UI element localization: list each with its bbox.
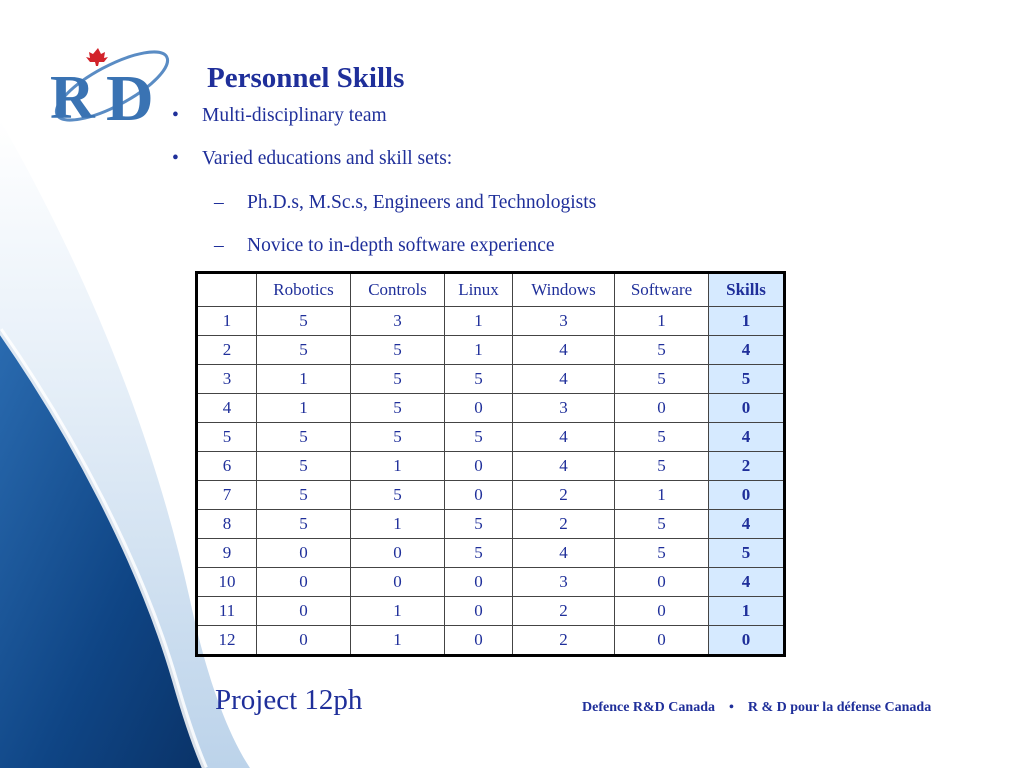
org-french: R & D pour la défense Canada bbox=[747, 700, 932, 715]
bullet-text: Varied educations and skill sets: bbox=[202, 148, 453, 169]
table-header-cell: Windows bbox=[513, 273, 615, 307]
table-header-cell: Controls bbox=[351, 273, 445, 307]
table-cell: 5 bbox=[615, 336, 709, 365]
table-cell: 5 bbox=[445, 510, 513, 539]
table-cell: 10 bbox=[197, 568, 257, 597]
bullet-marker: – bbox=[214, 235, 224, 256]
table-header-cell: Linux bbox=[445, 273, 513, 307]
table-cell: 5 bbox=[709, 365, 785, 394]
table-cell: 5 bbox=[257, 510, 351, 539]
footer-separator: • bbox=[728, 700, 734, 715]
table-cell: 2 bbox=[513, 626, 615, 656]
table-cell: 11 bbox=[197, 597, 257, 626]
table-cell: 1 bbox=[351, 452, 445, 481]
table-cell: 0 bbox=[445, 568, 513, 597]
table-cell: 4 bbox=[709, 568, 785, 597]
table-cell: 1 bbox=[615, 481, 709, 510]
table-cell: 8 bbox=[197, 510, 257, 539]
table-cell: 5 bbox=[257, 307, 351, 336]
table-cell: 3 bbox=[197, 365, 257, 394]
bullet-marker: • bbox=[172, 148, 179, 169]
table-cell: 0 bbox=[257, 597, 351, 626]
table-cell: 4 bbox=[513, 539, 615, 568]
table-cell: 3 bbox=[513, 394, 615, 423]
bullet-text: Ph.D.s, M.Sc.s, Engineers and Technologists bbox=[247, 192, 597, 213]
table-cell: 1 bbox=[709, 307, 785, 336]
table-cell: 3 bbox=[513, 568, 615, 597]
org-english: Defence R&D Canada bbox=[582, 700, 715, 715]
table-cell: 5 bbox=[257, 481, 351, 510]
table-cell: 4 bbox=[513, 365, 615, 394]
table-cell: 2 bbox=[197, 336, 257, 365]
table-cell: 0 bbox=[615, 597, 709, 626]
bullet-marker: • bbox=[172, 105, 179, 126]
table-cell: 5 bbox=[445, 365, 513, 394]
table-cell: 5 bbox=[351, 365, 445, 394]
table-cell: 0 bbox=[445, 626, 513, 656]
logo-letter-r: R bbox=[50, 64, 95, 132]
table-cell: 2 bbox=[709, 452, 785, 481]
table-cell: 5 bbox=[351, 423, 445, 452]
table-cell: 1 bbox=[351, 510, 445, 539]
slide-title: Personnel Skills bbox=[207, 62, 405, 94]
table-cell: 0 bbox=[615, 394, 709, 423]
table-cell: 1 bbox=[445, 336, 513, 365]
table-body bbox=[197, 307, 785, 656]
table-header-cell: Robotics bbox=[257, 273, 351, 307]
project-name: Project 12ph bbox=[215, 684, 363, 716]
table-row bbox=[197, 307, 785, 336]
table-cell: 0 bbox=[257, 568, 351, 597]
table-cell: 5 bbox=[351, 394, 445, 423]
table-cell: 5 bbox=[257, 336, 351, 365]
table-cell: 4 bbox=[513, 452, 615, 481]
logo-letter-d: D bbox=[106, 62, 154, 132]
table-cell: 1 bbox=[445, 307, 513, 336]
table-header-cell: Software bbox=[615, 273, 709, 307]
table-cell: 5 bbox=[709, 539, 785, 568]
table-cell: 9 bbox=[197, 539, 257, 568]
table-cell: 5 bbox=[351, 481, 445, 510]
table-cell: 5 bbox=[445, 423, 513, 452]
skills-table bbox=[195, 271, 786, 657]
table-row bbox=[197, 423, 785, 452]
bullet-text: Novice to in-depth software experience bbox=[247, 235, 555, 256]
table-cell: 1 bbox=[709, 597, 785, 626]
table-cell: 3 bbox=[351, 307, 445, 336]
table-row bbox=[197, 597, 785, 626]
table-row bbox=[197, 452, 785, 481]
table-cell: 0 bbox=[709, 481, 785, 510]
table-cell: 6 bbox=[197, 452, 257, 481]
table-cell: 0 bbox=[445, 452, 513, 481]
bullet-text: Multi-disciplinary team bbox=[202, 105, 387, 126]
rd-logo bbox=[40, 38, 172, 132]
table-row bbox=[197, 626, 785, 656]
table-cell: 1 bbox=[615, 307, 709, 336]
table-row bbox=[197, 481, 785, 510]
table-cell: 5 bbox=[615, 539, 709, 568]
table-cell: 2 bbox=[513, 481, 615, 510]
table-cell: 0 bbox=[257, 539, 351, 568]
table-header-cell: Skills bbox=[709, 273, 785, 307]
table-header-row bbox=[197, 273, 785, 307]
table-header-cell bbox=[197, 273, 257, 307]
table-cell: 0 bbox=[445, 597, 513, 626]
table-cell: 0 bbox=[709, 394, 785, 423]
table-cell: 5 bbox=[351, 336, 445, 365]
table-cell: 5 bbox=[615, 452, 709, 481]
table-cell: 7 bbox=[197, 481, 257, 510]
table-cell: 5 bbox=[615, 423, 709, 452]
table-cell: 1 bbox=[257, 394, 351, 423]
table-cell: 5 bbox=[257, 423, 351, 452]
table-cell: 0 bbox=[257, 626, 351, 656]
table-cell: 4 bbox=[513, 423, 615, 452]
table-cell: 0 bbox=[615, 568, 709, 597]
table-cell: 12 bbox=[197, 626, 257, 656]
table-row bbox=[197, 539, 785, 568]
table-cell: 5 bbox=[197, 423, 257, 452]
table-row bbox=[197, 394, 785, 423]
table-cell: 5 bbox=[257, 452, 351, 481]
footer-organization bbox=[582, 700, 931, 716]
table-row bbox=[197, 510, 785, 539]
table-cell: 1 bbox=[257, 365, 351, 394]
table-cell: 0 bbox=[351, 539, 445, 568]
table-cell: 0 bbox=[445, 481, 513, 510]
table-cell: 2 bbox=[513, 510, 615, 539]
table-cell: 2 bbox=[513, 597, 615, 626]
table-cell: 1 bbox=[351, 626, 445, 656]
table-cell: 1 bbox=[197, 307, 257, 336]
table-row bbox=[197, 365, 785, 394]
table-cell: 5 bbox=[445, 539, 513, 568]
table-cell: 5 bbox=[615, 510, 709, 539]
table-cell: 3 bbox=[513, 307, 615, 336]
table-row bbox=[197, 568, 785, 597]
table-cell: 0 bbox=[615, 626, 709, 656]
bullet-marker: – bbox=[214, 192, 224, 213]
table-cell: 4 bbox=[709, 423, 785, 452]
table-cell: 4 bbox=[197, 394, 257, 423]
table-cell: 5 bbox=[615, 365, 709, 394]
table-cell: 4 bbox=[709, 510, 785, 539]
table-cell: 1 bbox=[351, 597, 445, 626]
table-cell: 0 bbox=[709, 626, 785, 656]
table-cell: 4 bbox=[513, 336, 615, 365]
table-cell: 4 bbox=[709, 336, 785, 365]
table-cell: 0 bbox=[351, 568, 445, 597]
table-cell: 0 bbox=[445, 394, 513, 423]
table-row bbox=[197, 336, 785, 365]
